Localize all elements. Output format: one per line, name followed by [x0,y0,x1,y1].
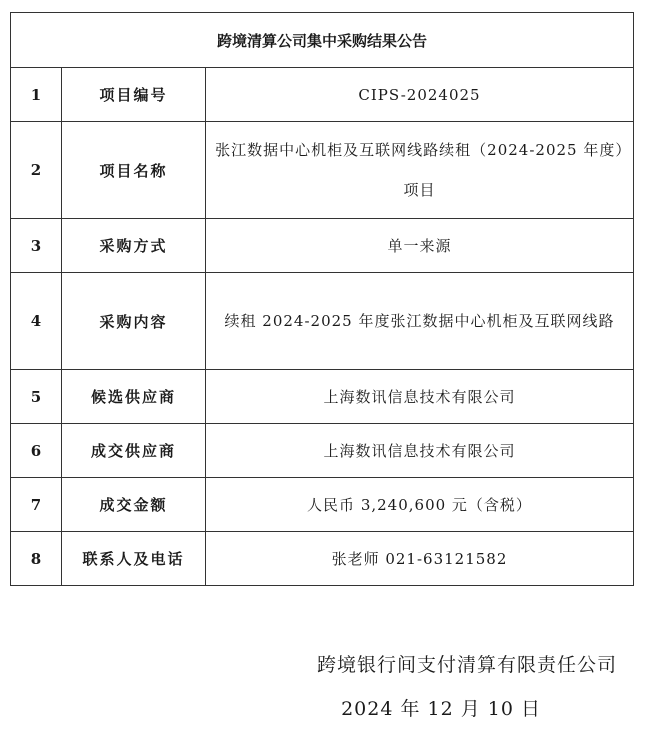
table-row [11,424,634,478]
row-number: 6 [11,424,62,478]
table-row [11,219,634,273]
row-value: 单一来源 [206,219,634,273]
row-number: 4 [11,273,62,370]
row-label: 项目名称 [62,122,206,219]
row-value: 人民币 3,240,600 元（含税） [206,478,634,532]
table-row [11,370,634,424]
row-number: 2 [11,122,62,219]
row-value: 上海数讯信息技术有限公司 [206,370,634,424]
table-row [11,122,634,219]
document-title: 跨境清算公司集中采购结果公告 [11,13,634,68]
title-row [11,13,634,68]
row-number: 7 [11,478,62,532]
row-value: 上海数讯信息技术有限公司 [206,424,634,478]
table-row [11,273,634,370]
row-value: 张江数据中心机柜及互联网线路续租（2024-2025 年度）项目 [206,122,634,219]
row-number: 1 [11,68,62,122]
row-number: 8 [11,532,62,586]
row-label: 采购方式 [62,219,206,273]
table-row [11,68,634,122]
row-value: CIPS-2024025 [206,68,634,122]
row-label: 成交金额 [62,478,206,532]
row-label: 采购内容 [62,273,206,370]
row-value: 张老师 021-63121582 [206,532,634,586]
row-label: 成交供应商 [62,424,206,478]
table-row [11,478,634,532]
row-number: 5 [11,370,62,424]
row-value: 续租 2024-2025 年度张江数据中心机柜及互联网线路 [206,273,634,370]
row-number: 3 [11,219,62,273]
row-label: 项目编号 [62,68,206,122]
announcement-table [10,12,634,586]
table-row [11,532,634,586]
row-label: 联系人及电话 [62,532,206,586]
issue-date: 2024 年 12 月 10 日 [341,698,541,720]
row-label: 候选供应商 [62,370,206,424]
issuing-organization: 跨境银行间支付清算有限责任公司 [316,654,617,676]
